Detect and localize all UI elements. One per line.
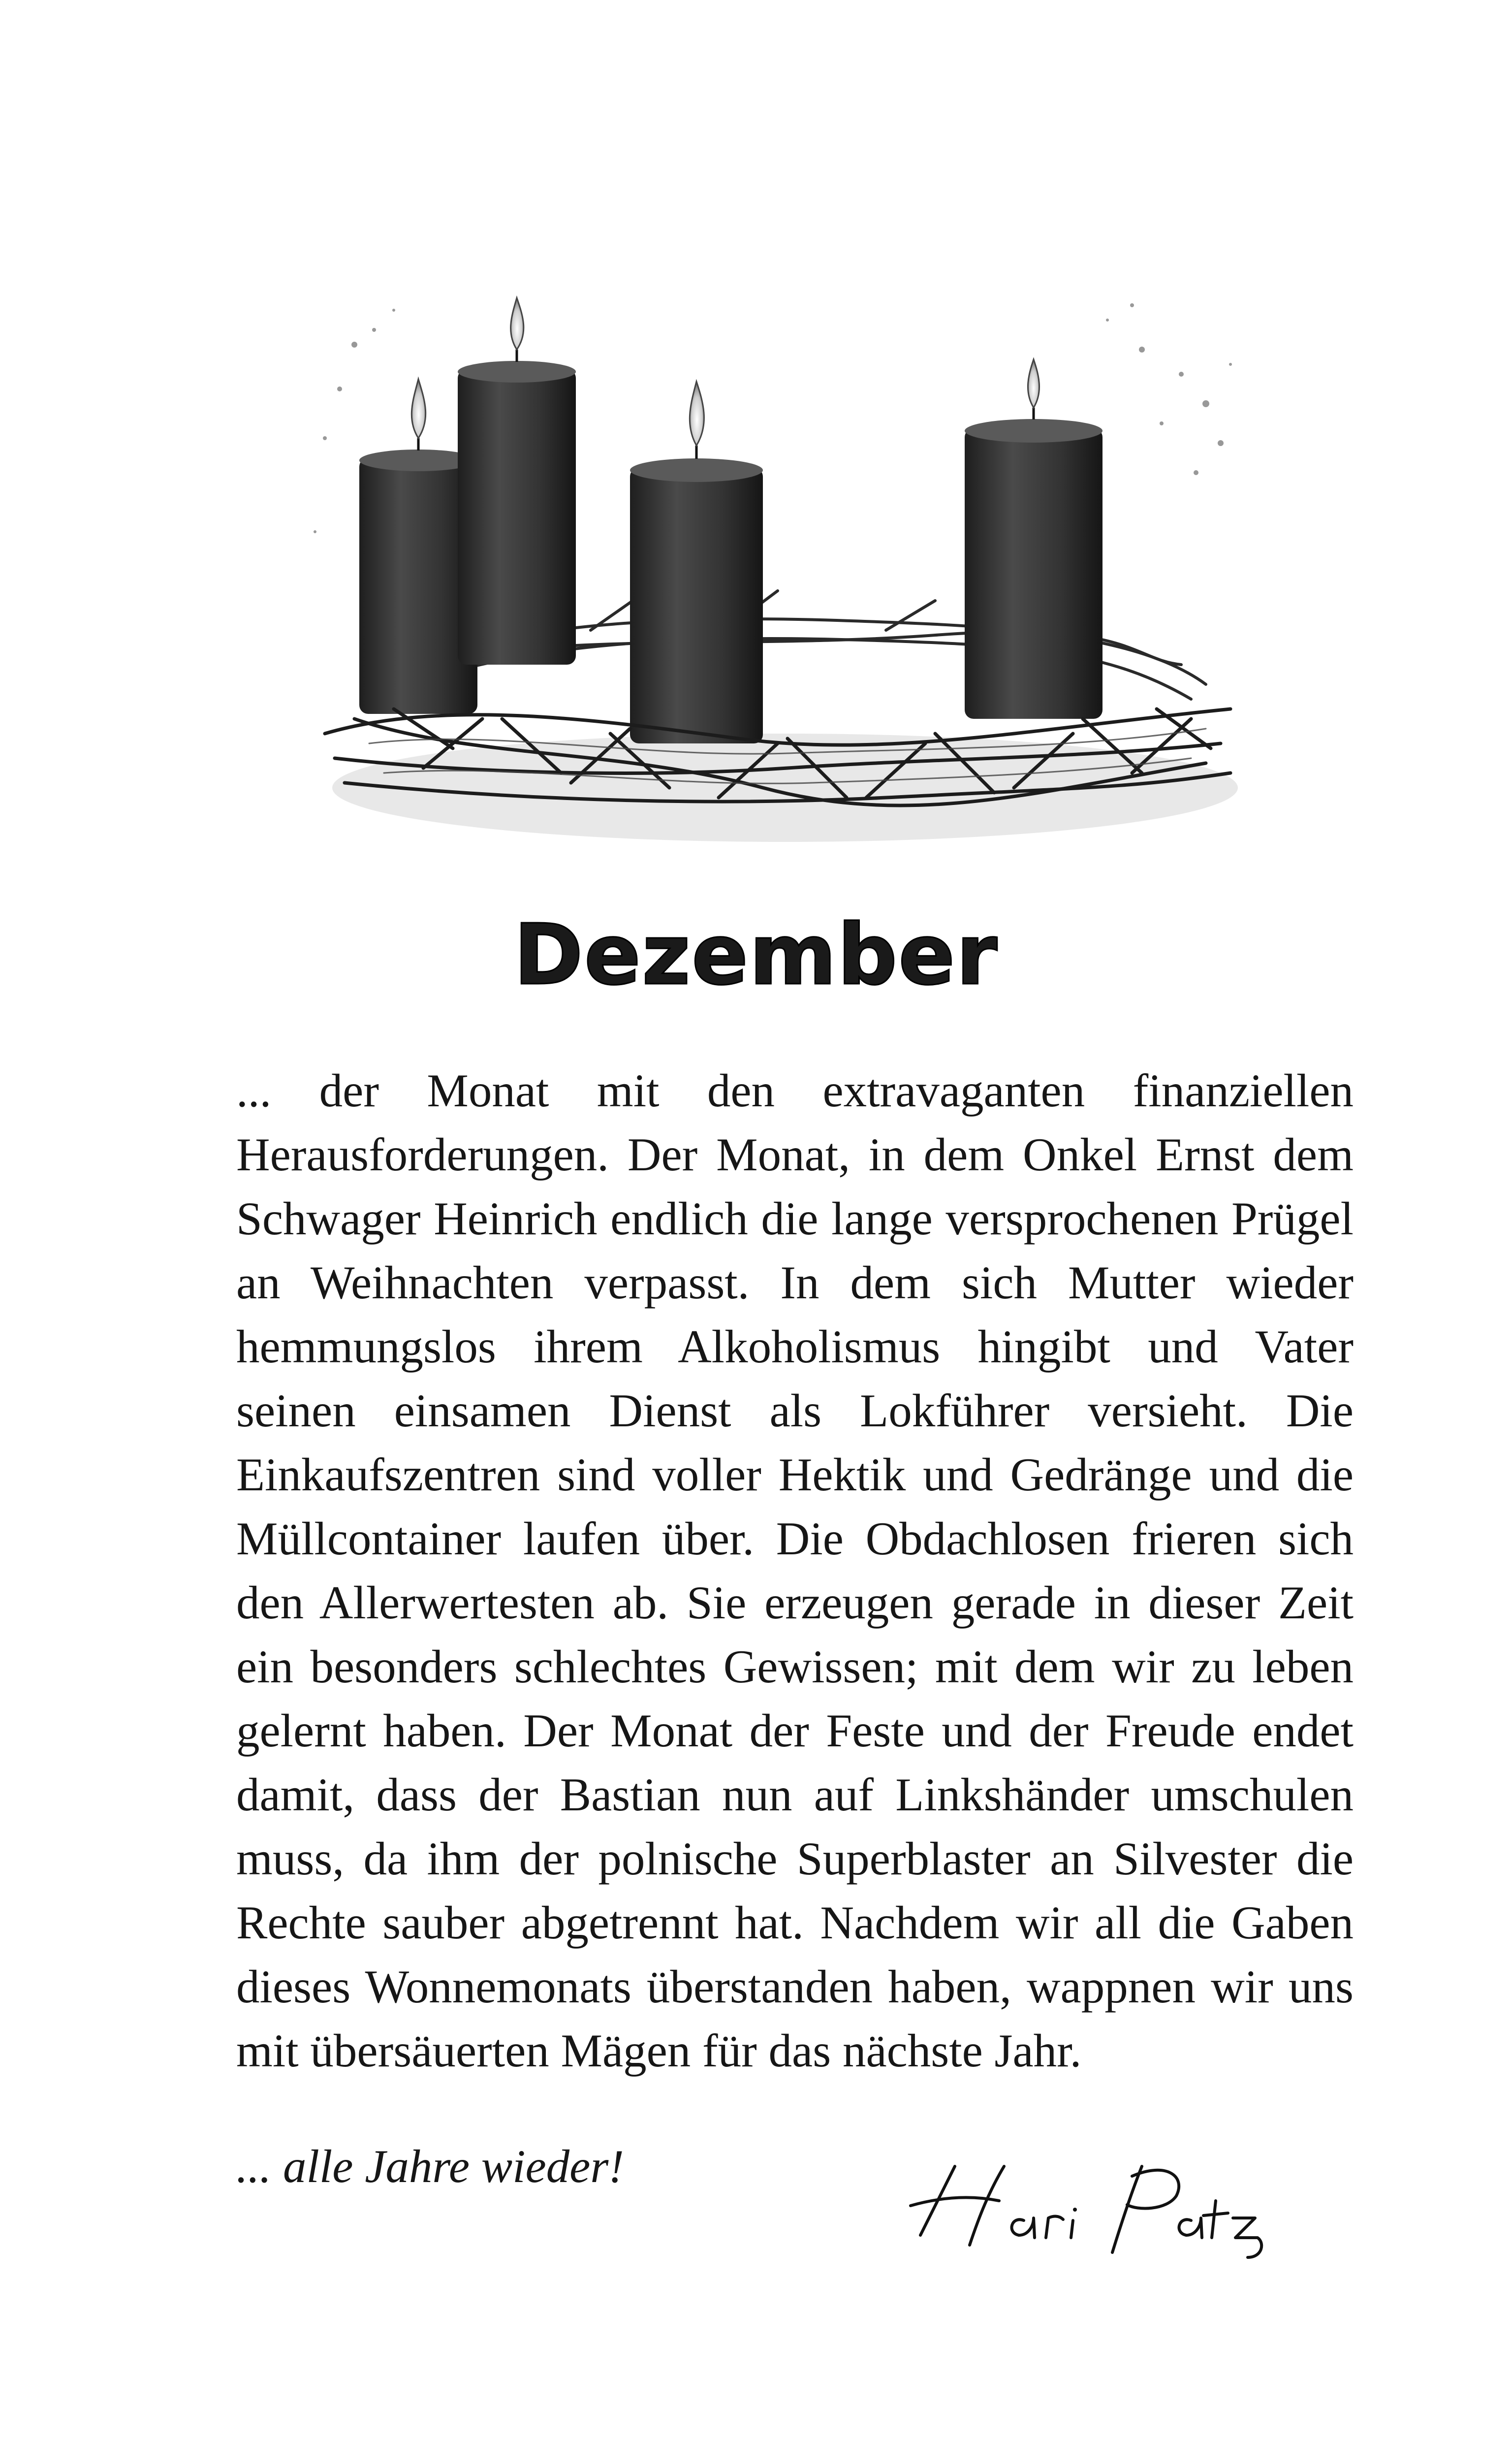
candle-group	[359, 298, 1102, 743]
author-signature	[901, 2147, 1285, 2260]
body-paragraph: ... der Monat mit den extravaganten finanziellen Herausforderungen. Der Monat, in dem Onkel Ernst dem Schwager Heinrich endlich die lange versprochenen Prügel an Weihnachten verpasst. In dem sich Mutter wieder hemmungslos ihrem Alkoholismus hingibt und Vater seinen einsamen Dienst als Lokführer versieht. Die Einkaufszentren sind voller Hektik und Gedränge und die Müllcontainer laufen über. Die Obdachlosen frieren sich den Allerwertesten ab. Sie erzeugen gerade in dieser Zeit ein besonders schlechtes Gewissen; mit dem wir zu leben gelernt haben. Der Monat der Feste und der Freude endet damit, dass der Bastian nun auf Linkshänder umschulen muss, da ihm der polnische Superblaster an Silvester die Rechte sauber abgetrennt hat. Nachdem wir all die Gaben dieses Wonnemonats überstanden haben, wappnen wir uns mit übersäuerten Mägen für das nächste Jahr.	[236, 1064, 1354, 2077]
closing-line: ... alle Jahre wieder!	[236, 2140, 624, 2192]
page-title: Dezember	[513, 906, 999, 1004]
advent-wreath-illustration	[295, 276, 1275, 881]
